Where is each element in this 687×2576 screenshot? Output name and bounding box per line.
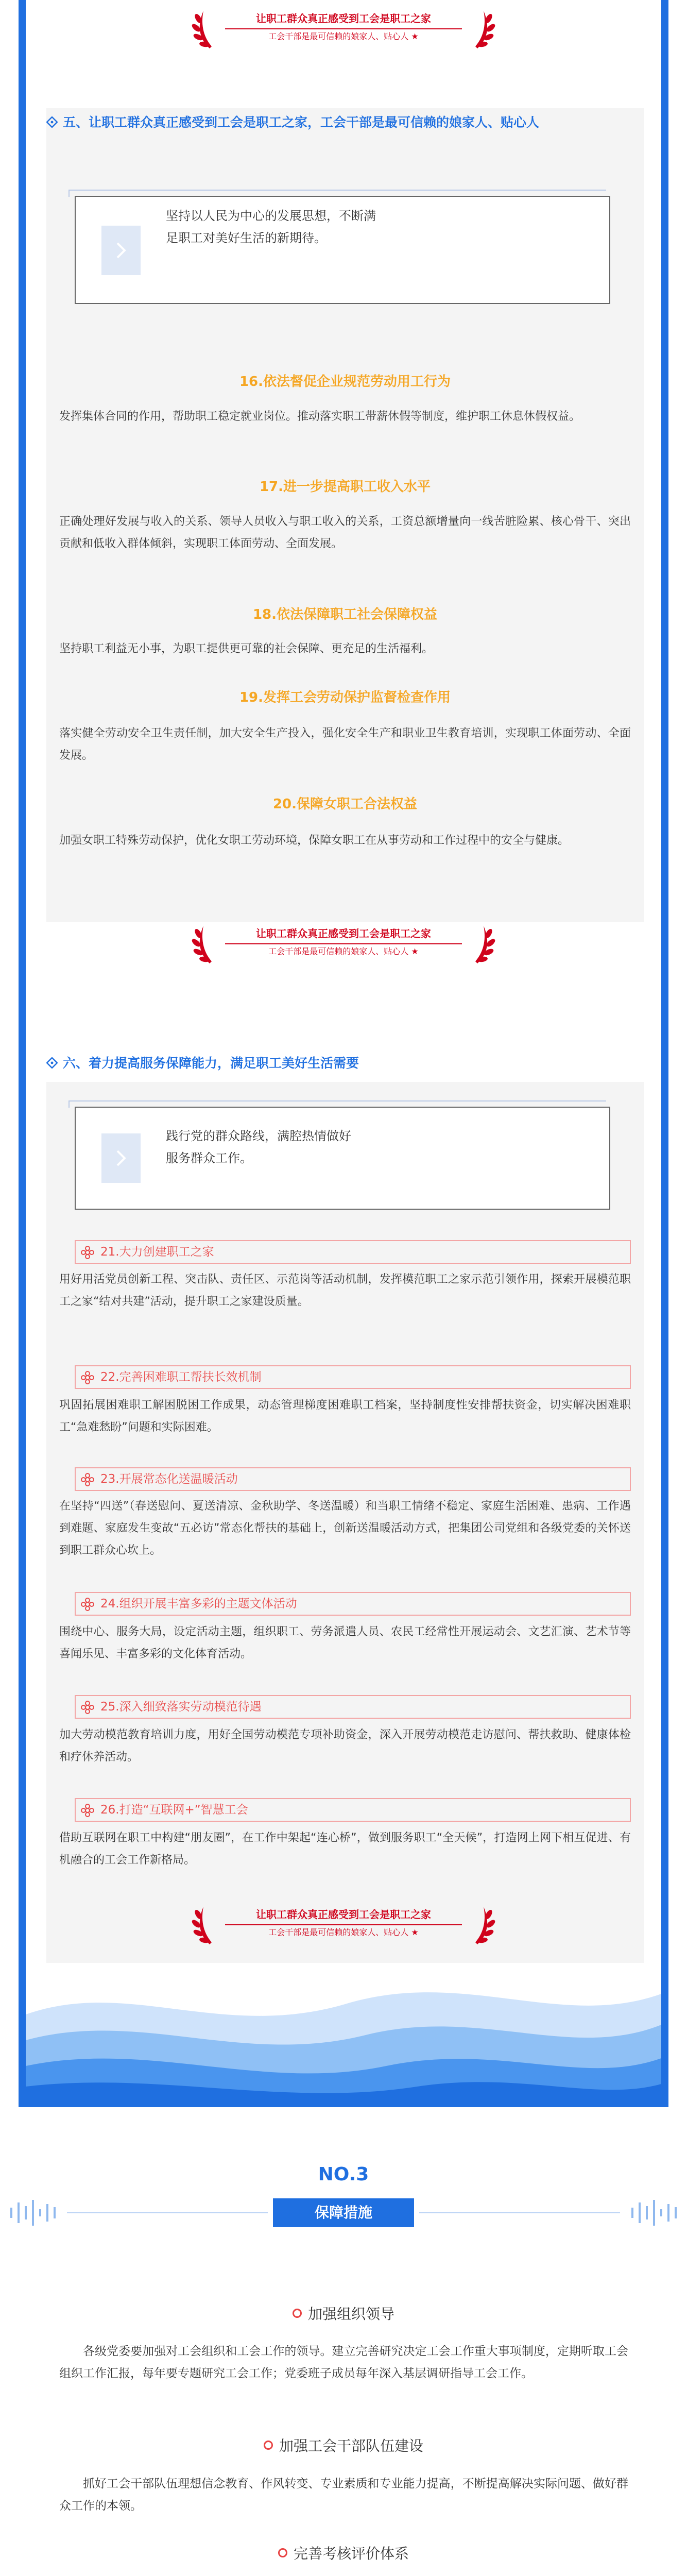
wave-decoration xyxy=(26,1958,661,2107)
section6-item-24-text: 围绕中心、服务大局，设定活动主题，组织职工、劳务派遣人员、农民工经常性开展运动会、文艺汇演、艺术节等喜闻乐见、丰富多彩的文化体育活动。 xyxy=(59,1625,631,1660)
badge-top xyxy=(189,5,498,52)
section6-item-21-title xyxy=(75,1240,631,1264)
section6-item-22-title xyxy=(75,1365,631,1389)
section5-quote-box xyxy=(75,196,610,304)
flower-icon xyxy=(81,1701,94,1714)
section5-item-17-text: 正确处理好发展与收入的关系、领导人员收入与职工收入的关系，工资总额增量向一线苦脏险累、核心骨干、突出贡献和低收入群体倾斜，实现职工体面劳动、全面发展。 xyxy=(59,515,631,550)
measure-3-title xyxy=(0,2543,687,2563)
laurel-icon xyxy=(189,8,220,49)
flower-icon xyxy=(81,1598,94,1611)
section6-item-26-text: 借助互联网在职工中构建“朋友圈”，在工作中架起“连心桥”，做到服务职工“全天候”，打造网上网下相互促进、有机融合的工会工作新格局。 xyxy=(59,1832,631,1867)
section5-item-16-title: 16.依法督促企业规范劳动用工行为 xyxy=(239,374,451,389)
section6-item-23-text: 在坚持“四送”（春送慰问、夏送清凉、金秋助学、冬送温暖）和当职工情绪不稳定、家庭生活困难、患病、工作遇到难题、家庭发生变故“五必访”常态化帮扶的基础上，创新送温暖活动方式，把集团公司党组和各级党委的关怀送到职工群众心坎上。 xyxy=(59,1500,631,1557)
measure-2-title-text: 加强工会干部队伍建设 xyxy=(279,2437,423,2454)
section5-item-16-text: 发挥集体合同的作用，帮助职工稳定就业岗位。推动落实职工带薪休假等制度，维护职工休息休假权益。 xyxy=(59,410,581,423)
measure-1-title xyxy=(0,2303,687,2324)
section6-item-23-title xyxy=(75,1467,631,1491)
quote-accent xyxy=(68,1100,606,1108)
badge-title: 让职工群众真正感受到工会是职工之家 xyxy=(225,10,462,29)
section6-item-25-title-text: 25.深入细致落实劳动模范待遇 xyxy=(100,1700,262,1714)
laurel-icon xyxy=(467,8,498,49)
quote-accent xyxy=(68,190,606,197)
section6-item-21-title-text: 21.大力创建职工之家 xyxy=(100,1245,214,1259)
badge-title: 让职工群众真正感受到工会是职工之家 xyxy=(225,925,462,944)
section5-item-18-text: 坚持职工利益无小事，为职工提供更可靠的社会保障、更充足的生活福利。 xyxy=(59,642,434,655)
laurel-icon xyxy=(467,923,498,964)
section6-item-24-title xyxy=(75,1592,631,1616)
diamond-icon xyxy=(46,1057,58,1069)
measure-3-title-text: 完善考核评价体系 xyxy=(293,2545,409,2562)
section6-quote: 践行党的群众路线，满腔热情做好服务群众工作。 xyxy=(166,1129,351,1165)
section5-item-19-text: 落实健全劳动安全卫生责任制，加大安全生产投入，强化安全生产和职业卫生教育培训，实现职工体面劳动、全面发展。 xyxy=(59,727,631,762)
chevron-right-icon xyxy=(101,1133,141,1183)
badge-mid xyxy=(189,920,498,967)
section6-item-22-title-text: 22.完善困难职工帮扶长效机制 xyxy=(100,1370,262,1384)
measure-2-text: 抓好工会干部队伍理想信念教育、作风转变、专业素质和专业能力提高，不断提高解决实际问题、做好群众工作的本领。 xyxy=(59,2477,628,2513)
section5-item-17-title: 17.进一步提高职工收入水平 xyxy=(259,479,431,495)
section5-quote: 坚持以人民为中心的发展思想，不断满足职工对美好生活的新期待。 xyxy=(166,209,376,245)
section-number: NO.3 xyxy=(318,2164,369,2185)
section6-heading xyxy=(46,1052,644,1075)
section6-item-21-text: 用好用活党员创新工程、突击队、责任区、示范岗等活动机制，发挥模范职工之家示范引领作用，探索开展模范职工之家“结对共建”活动，提升职工之家建设质量。 xyxy=(59,1273,631,1308)
section6-quote-box xyxy=(75,1107,610,1210)
diamond-icon xyxy=(46,116,58,128)
badge-subtitle: 工会干部是最可信赖的娘家人、贴心人 ★ xyxy=(268,31,419,41)
measure-1-title-text: 加强组织领导 xyxy=(307,2306,394,2323)
section6-item-24-title-text: 24.组织开展丰富多彩的主题文体活动 xyxy=(100,1597,297,1611)
chevron-right-icon xyxy=(101,226,141,275)
badge-bottom xyxy=(189,1901,498,1947)
section5-heading-text: 五、让职工群众真正感受到工会是职工之家，工会干部是最可信赖的娘家人、贴心人 xyxy=(63,115,540,130)
flower-icon xyxy=(81,1371,94,1384)
section6-item-23-title-text: 23.开展常态化送温暖活动 xyxy=(100,1472,238,1486)
badge-title: 让职工群众真正感受到工会是职工之家 xyxy=(225,1906,462,1925)
flower-icon xyxy=(81,1246,94,1259)
section6-item-26-title-text: 26.打造“互联网+”智慧工会 xyxy=(100,1803,248,1817)
circle-bullet-icon xyxy=(293,2309,302,2318)
section6-item-25-text: 加大劳动模范教育培训力度，用好全国劳动模范专项补助资金，深入开展劳动模范走访慰问、帮扶救助、健康体检和疗休养活动。 xyxy=(59,1728,631,1764)
section6-item-25-title xyxy=(75,1695,631,1719)
section5-item-20-text: 加强女职工特殊劳动保护，优化女职工劳动环境，保障女职工在从事劳动和工作过程中的安全与健康。 xyxy=(59,834,570,847)
badge-subtitle: 工会干部是最可信赖的娘家人、贴心人 ★ xyxy=(268,946,419,956)
section6-heading-text: 六、着力提高服务保障能力，满足职工美好生活需要 xyxy=(63,1056,359,1071)
laurel-icon xyxy=(467,1904,498,1945)
circle-bullet-icon xyxy=(278,2548,287,2557)
measure-2-title xyxy=(0,2435,687,2455)
section5-item-20-title: 20.保障女职工合法权益 xyxy=(272,796,418,812)
section6-item-26-title xyxy=(75,1798,631,1822)
laurel-icon xyxy=(189,1904,220,1945)
circle-bullet-icon xyxy=(264,2441,273,2450)
badge-subtitle: 工会干部是最可信赖的娘家人、贴心人 ★ xyxy=(268,1927,419,1937)
laurel-icon xyxy=(189,923,220,964)
flower-icon xyxy=(81,1473,94,1486)
section5-heading xyxy=(46,111,644,134)
measure-1-text: 各级党委要加强对工会组织和工会工作的领导。建立完善研究决定工会工作重大事项制度，定期听取工会组织工作汇报，每年要专题研究工会工作；党委班子成员每年深入基层调研指导工会工作。 xyxy=(59,2345,628,2380)
section-title: 保障措施 xyxy=(273,2198,414,2227)
section5-item-18-title: 18.依法保障职工社会保障权益 xyxy=(252,607,438,622)
section6-item-22-text: 巩固拓展困难职工解困脱困工作成果，动态管理梯度困难职工档案，坚持制度性安排帮扶资金，切实解决困难职工“急难愁盼”问题和实际困难。 xyxy=(59,1399,631,1434)
flower-icon xyxy=(81,1804,94,1817)
section5-item-19-title: 19.发挥工会劳动保护监督检查作用 xyxy=(239,690,451,705)
